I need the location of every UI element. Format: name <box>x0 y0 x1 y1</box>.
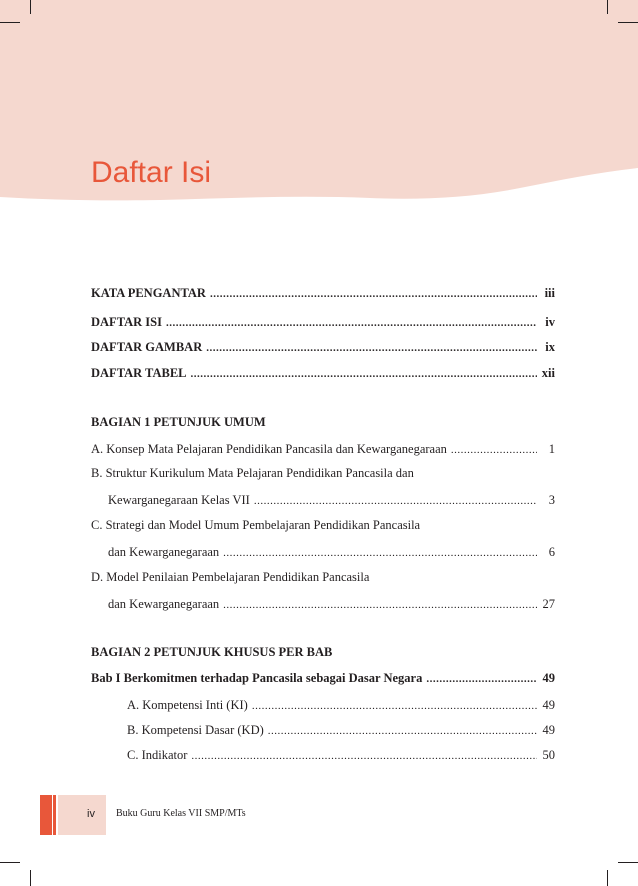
toc-entry-indikator[interactable] <box>127 747 555 764</box>
toc-entry-kata-pengantar[interactable] <box>91 285 555 302</box>
crop-mark <box>607 870 608 886</box>
toc-page: ix <box>545 340 555 354</box>
footer-accent-bar-thin <box>53 795 56 835</box>
toc-entry-d[interactable] <box>108 596 555 613</box>
dot-leader <box>206 340 537 356</box>
toc-page: xii <box>541 366 555 380</box>
section-heading-part2: BAGIAN 2 PETUNJUK KHUSUS PER BAB <box>91 645 333 659</box>
toc-label: DAFTAR ISI <box>91 315 162 329</box>
toc-page: 49 <box>542 698 555 712</box>
toc-entry-bab1[interactable] <box>91 670 555 687</box>
toc-page: iii <box>544 286 555 300</box>
crop-mark <box>0 22 20 23</box>
footer-accent-bar <box>40 795 52 835</box>
crop-mark <box>30 870 31 886</box>
toc-entry-c[interactable] <box>108 544 555 561</box>
crop-mark <box>30 0 31 14</box>
toc-entry-daftar-isi[interactable] <box>91 314 555 331</box>
toc-label: dan Kewarganegaraan <box>108 597 220 611</box>
page-title: Daftar Isi <box>91 156 212 189</box>
dot-leader <box>252 698 537 714</box>
toc-label: DAFTAR GAMBAR <box>91 340 203 354</box>
dot-leader <box>426 671 537 687</box>
dot-leader <box>451 442 537 458</box>
crop-mark <box>618 22 638 23</box>
dot-leader <box>191 748 537 764</box>
toc-label: A. Kompetensi Inti (KI) <box>127 698 248 712</box>
toc-label: DAFTAR TABEL <box>91 366 187 380</box>
footer-tab <box>58 795 106 835</box>
toc-entry-d-line1: D. Model Penilaian Pembelajaran Pendidikan Pancasila <box>91 570 370 584</box>
footer-book-title: Buku Guru Kelas VII SMP/MTs <box>116 808 246 819</box>
toc-label: C. Indikator <box>127 748 188 762</box>
dot-leader <box>268 723 537 739</box>
toc-page: 27 <box>542 597 555 611</box>
toc-label: KATA PENGANTAR <box>91 286 206 300</box>
dot-leader <box>210 286 537 302</box>
toc-entry-a[interactable] <box>91 441 555 458</box>
toc-label: Bab I Berkomitmen terhadap Pancasila sebagai Dasar Negara <box>91 671 423 685</box>
toc-entry-c-line1: C. Strategi dan Model Umum Pembelajaran Pendidikan Pancasila <box>91 518 421 532</box>
dot-leader <box>223 597 537 613</box>
crop-mark <box>618 862 638 863</box>
toc-label: A. Konsep Mata Pelajaran Pendidikan Pancasila dan Kewarganegaraan <box>91 442 447 456</box>
dot-leader <box>223 545 537 561</box>
toc-page: 1 <box>548 442 555 456</box>
toc-label: B. Kompetensi Dasar (KD) <box>127 723 264 737</box>
dot-leader <box>166 315 537 331</box>
section-heading-part1: BAGIAN 1 PETUNJUK UMUM <box>91 415 266 429</box>
crop-mark <box>607 0 608 14</box>
dot-leader <box>191 366 537 382</box>
toc-entry-kd[interactable] <box>127 722 555 739</box>
toc-entry-b[interactable] <box>108 492 555 509</box>
toc-label: Kewarganegaraan Kelas VII <box>108 493 250 507</box>
toc-page: 3 <box>548 493 555 507</box>
toc-page: 50 <box>542 748 555 762</box>
toc-entry-daftar-gambar[interactable] <box>91 339 555 356</box>
header-band <box>0 0 638 225</box>
toc-page: iv <box>545 315 555 329</box>
crop-mark <box>0 862 20 863</box>
toc-entry-daftar-tabel[interactable] <box>91 365 555 382</box>
toc-entry-b-line1: B. Struktur Kurikulum Mata Pelajaran Pendidikan Pancasila dan <box>91 466 414 480</box>
toc-page: 49 <box>542 723 555 737</box>
footer-page-number: iv <box>87 808 95 820</box>
toc-page: 6 <box>548 545 555 559</box>
toc-label: dan Kewarganegaraan <box>108 545 220 559</box>
dot-leader <box>254 493 537 509</box>
toc-entry-ki[interactable] <box>127 697 555 714</box>
toc-page: 49 <box>542 671 555 685</box>
